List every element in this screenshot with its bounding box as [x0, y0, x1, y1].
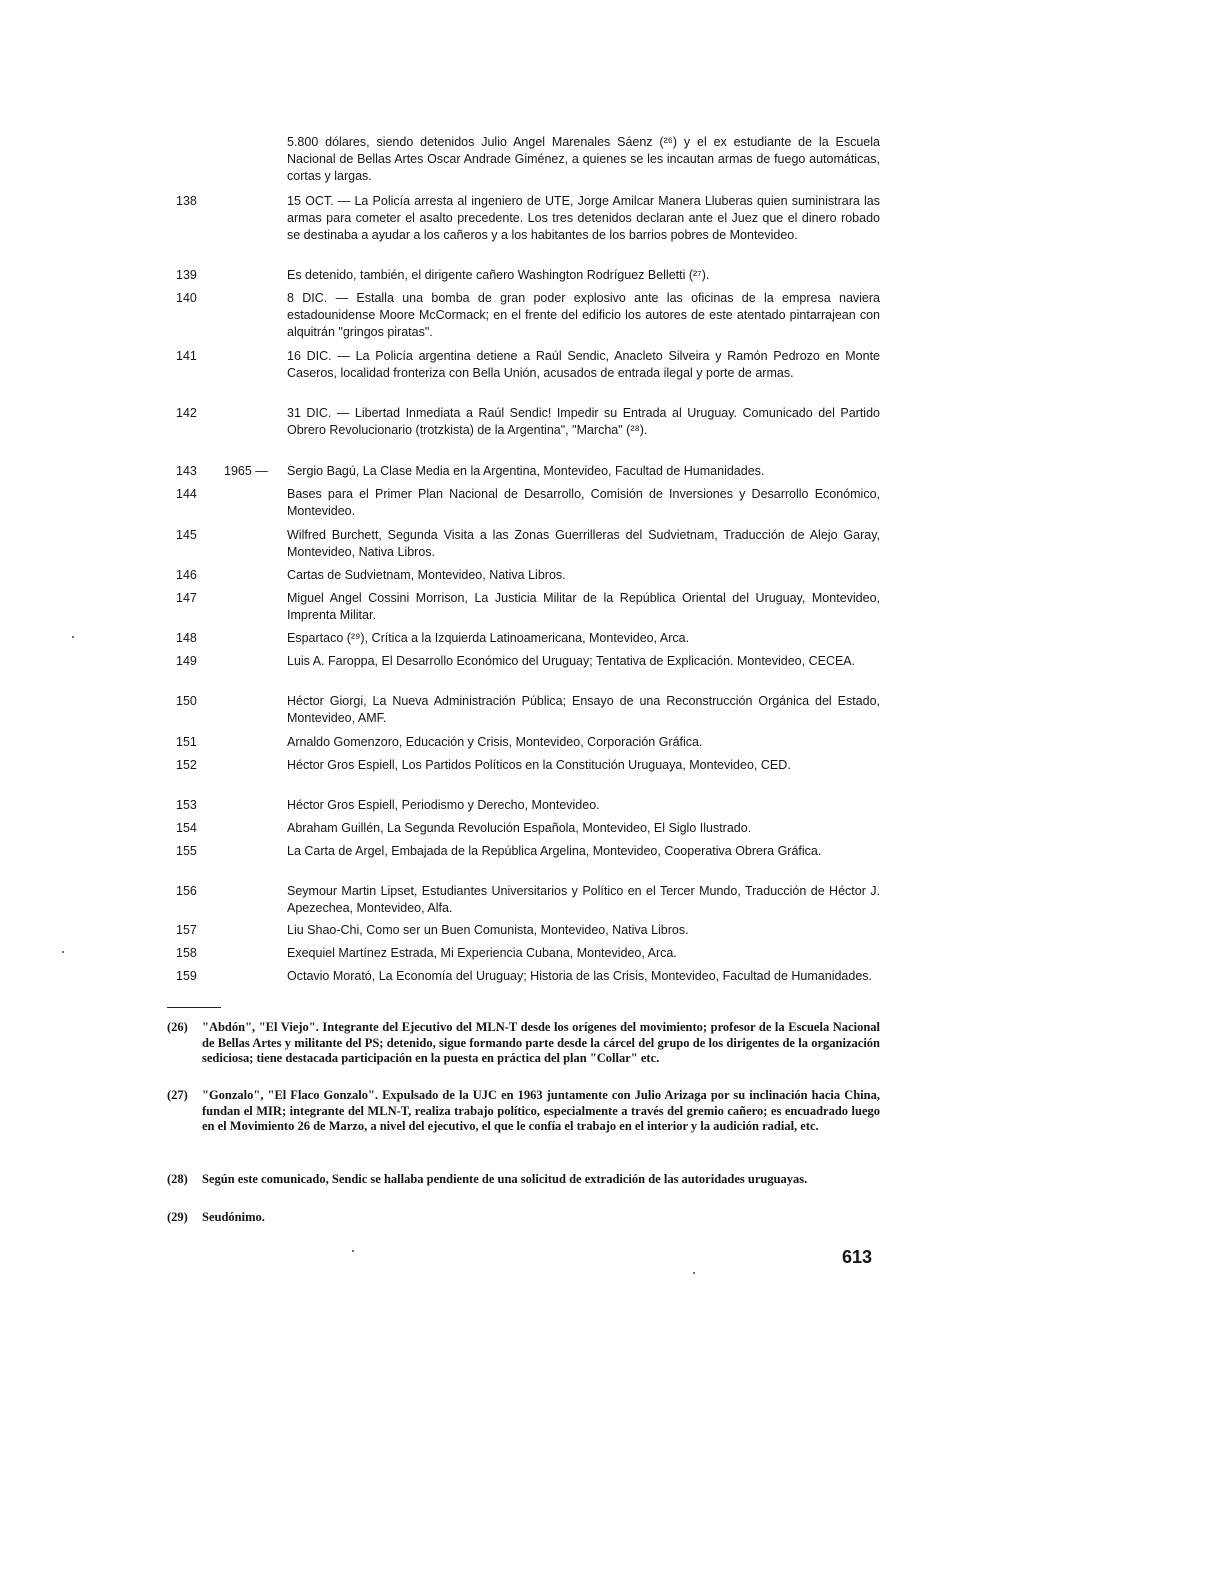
- entry-number: 149: [176, 654, 197, 668]
- entry-number: 159: [176, 969, 197, 983]
- entry-text: 8 DIC. — Estalla una bomba de gran poder explosivo ante las oficinas de la empresa naviera estadounidense Moore McCormack; en el frente del edificio los autores de este atentado pintarrajean con alquitrán "gringos piratas".: [287, 291, 880, 339]
- entry-text: Sergio Bagú, La Clase Media en la Argentina, Montevideo, Facultad de Humanidades.: [287, 464, 765, 478]
- entry-text: Arnaldo Gomenzoro, Educación y Crisis, Montevideo, Corporación Gráfica.: [287, 735, 703, 749]
- entry-text: Abraham Guillén, La Segunda Revolución Española, Montevideo, El Siglo Ilustrado.: [287, 821, 752, 835]
- entry-number: 146: [176, 568, 197, 582]
- scan-speck: [352, 1250, 354, 1252]
- entry-number: 151: [176, 735, 197, 749]
- entry-text: Es detenido, también, el dirigente cañero Washington Rodríguez Belletti (²⁷).: [287, 268, 710, 282]
- entry-number: 145: [176, 528, 197, 542]
- entry-number: 144: [176, 487, 197, 501]
- entry-text: Wilfred Burchett, Segunda Visita a las Zonas Guerrilleras del Sudvietnam, Traducción de Alejo Garay, Montevideo, Nativa Libros.: [287, 528, 880, 559]
- entry-text: 5.800 dólares, siendo detenidos Julio Angel Marenales Sáenz (²⁶) y el ex estudiante de la Escuela Nacional de Bellas Artes Oscar Andrade Giménez, a quienes se les incautan armas de fuego automáticas, cortas y largas.: [287, 135, 880, 183]
- entry-text: Héctor Giorgi, La Nueva Administración Pública; Ensayo de una Reconstrucción Orgánica del Estado, Montevideo, AMF.: [287, 694, 880, 725]
- entry-text: 31 DIC. — Libertad Inmediata a Raúl Sendic! Impedir su Entrada al Uruguay. Comunicado del Partido Obrero Revolucionario (trotzkista) de la Argentina", "Marcha" (²⁸).: [287, 406, 880, 437]
- footnote-label: (27): [167, 1088, 188, 1102]
- footnote-text: Según este comunicado, Sendic se hallaba pendiente de una solicitud de extradición de las autoridades uruguayas.: [202, 1172, 808, 1186]
- entry-text: Miguel Angel Cossini Morrison, La Justicia Militar de la República Oriental del Uruguay, Montevideo, Imprenta Militar.: [287, 591, 880, 622]
- entry-number: 147: [176, 591, 197, 605]
- scan-speck: [62, 951, 64, 953]
- entry-number: 153: [176, 798, 197, 812]
- entry-number: 141: [176, 349, 197, 363]
- entry-number: 148: [176, 631, 197, 645]
- footnote-divider: [167, 1007, 221, 1008]
- entry-number: 154: [176, 821, 197, 835]
- entry-text: Luis A. Faroppa, El Desarrollo Económico del Uruguay; Tentativa de Explicación. Montevideo, CECEA.: [287, 654, 856, 668]
- entry-number: 150: [176, 694, 197, 708]
- entry-number: 155: [176, 844, 197, 858]
- entry-text: Octavio Morató, La Economía del Uruguay; Historia de las Crisis, Montevideo, Facultad de Humanidades.: [287, 969, 873, 983]
- entry-text: Cartas de Sudvietnam, Montevideo, Nativa Libros.: [287, 568, 566, 582]
- entry-number: 152: [176, 758, 197, 772]
- entry-text: Bases para el Primer Plan Nacional de Desarrollo, Comisión de Inversiones y Desarrollo Económico, Montevideo.: [287, 487, 880, 518]
- entry-number: 143: [176, 464, 197, 478]
- entry-number: 142: [176, 406, 197, 420]
- footnote-text: "Abdón", "El Viejo". Integrante del Ejecutivo del MLN-T desde los orígenes del movimiento; profesor de la Escuela Nacional de Bellas Artes y militante del PS; detenido, sigue formando parte desde la cárcel del grupo de los dirigentes de la organización sediciosa; tiene destacada participación en la puesta en práctica del plan "Collar" etc.: [202, 1020, 880, 1065]
- entry-text: Héctor Gros Espiell, Los Partidos Políticos en la Constitución Uruguaya, Montevideo, CED.: [287, 758, 791, 772]
- entry-text: Liu Shao-Chi, Como ser un Buen Comunista, Montevideo, Nativa Libros.: [287, 923, 689, 937]
- entry-text: Héctor Gros Espiell, Periodismo y Derecho, Montevideo.: [287, 798, 600, 812]
- entry-number: 140: [176, 291, 197, 305]
- scan-speck: [693, 1272, 695, 1274]
- page-number: 613: [842, 1247, 873, 1267]
- entry-year: 1965 —: [224, 464, 268, 478]
- footnote-text: Seudónimo.: [202, 1210, 265, 1224]
- entry-text: Exequiel Martínez Estrada, Mi Experiencia Cubana, Montevideo, Arca.: [287, 946, 677, 960]
- entry-number: 157: [176, 923, 197, 937]
- entry-number: 138: [176, 194, 197, 208]
- entry-number: 156: [176, 884, 197, 898]
- entry-text: 16 DIC. — La Policía argentina detiene a Raúl Sendic, Anacleto Silveira y Ramón Pedrozo en Monte Caseros, localidad fronteriza con Bella Unión, acusados de entrada ilegal y porte de armas.: [287, 349, 880, 380]
- footnote-label: (26): [167, 1020, 188, 1034]
- entry-text: Espartaco (²⁹), Crítica a la Izquierda Latinoamericana, Montevideo, Arca.: [287, 631, 690, 645]
- entry-number: 139: [176, 268, 197, 282]
- footnote-text: "Gonzalo", "El Flaco Gonzalo". Expulsado de la UJC en 1963 juntamente con Julio Arizaga por su inclinación hacia China, fundan el MIR; integrante del MLN-T, realiza trabajo político, especialmente a través del gremio cañero; es encuadrado luego en el Movimiento 26 de Marzo, a nivel del ejecutivo, el que le confía el trabajo en el interior y la audición radial, etc.: [202, 1088, 880, 1133]
- entry-text: 15 OCT. — La Policía arresta al ingeniero de UTE, Jorge Amilcar Manera Lluberas quien suministrara las armas para cometer el asalto precedente. Los tres detenidos declaran ante el Juez que el dinero robado se destinaba a ayudar a los cañeros y a los habitantes de los barrios pobres de Montevideo.: [287, 194, 880, 242]
- scan-speck: [72, 636, 74, 638]
- footnote-label: (29): [167, 1210, 188, 1224]
- entry-text: Seymour Martin Lipset, Estudiantes Universitarios y Político en el Tercer Mundo, Traducción de Héctor J. Apezechea, Montevideo, Alfa.: [287, 884, 880, 915]
- entry-number: 158: [176, 946, 197, 960]
- entry-text: La Carta de Argel, Embajada de la República Argelina, Montevideo, Cooperativa Obrera Gráfica.: [287, 844, 822, 858]
- footnote-label: (28): [167, 1172, 188, 1186]
